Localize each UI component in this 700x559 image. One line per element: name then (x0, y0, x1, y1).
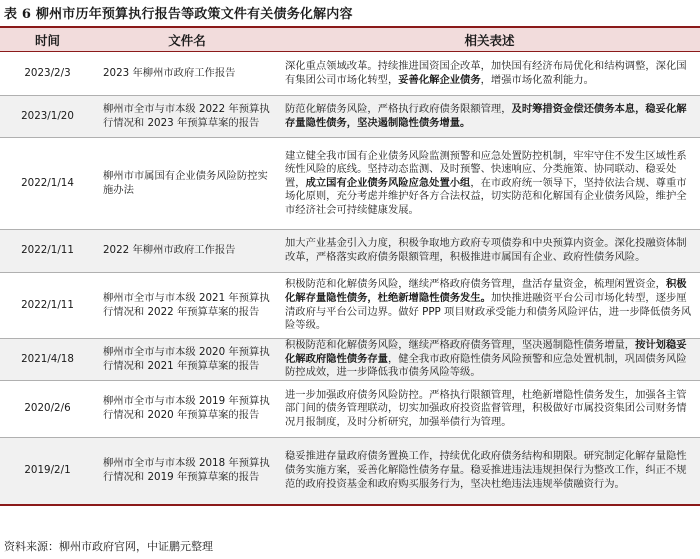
cell-time: 2023/2/3 (0, 52, 95, 96)
cell-description (279, 381, 700, 438)
source-note: 资料来源：柳州市政府官网，中证鹏元整理 (4, 540, 213, 553)
description-text: 稳妥推进存量政府债务置换工作，持续优化政府债务结构和期限。研究制定化解存量隐性债务实施方案，妥善化解隐性债务存量。稳妥推进违法违规担保行为整改工作，纠正不规范的政府投资基金和政府购买服务行为，坚决杜绝违法违规举债融资行为。 (285, 450, 687, 490)
cell-description (279, 138, 700, 230)
cell-time: 2021/4/18 (0, 339, 95, 381)
emphasis-text: 妥善化解企业债务 (398, 73, 481, 86)
column-header-desc: 相关表述 (279, 27, 700, 52)
cell-description (279, 52, 700, 96)
debt-policy-table (0, 26, 700, 506)
description-text: 加大产业基金引入力度，积极争取地方政府专项债券和中央预算内资金。深化投融资体制改革，严格落实政府债务限额管理，积极推进市属国有企业、政府性债务风险。 (285, 237, 687, 263)
cell-time: 2019/2/1 (0, 438, 95, 505)
description-text: 防范化解债务风险，严格执行政府债务限额管理， (285, 102, 512, 115)
table-row (0, 438, 700, 505)
cell-document-name: 2022 年柳州市政府工作报告 (95, 230, 279, 273)
cell-document-name: 柳州市全市与市本级 2020 年预算执行情况和 2021 年预算草案的报告 (95, 339, 279, 381)
column-header-doc: 文件名 (95, 27, 279, 52)
emphasis-text: 积极化解存量隐性债务，杜绝新增隐性债务发生。 (285, 278, 687, 304)
cell-document-name: 柳州市市属国有企业债务风险防控实施办法 (95, 138, 279, 230)
description-text: 深化重点领域改革。持续推进国资国企改革，加快国有经济布局优化和结构调整，深化国有集团公司市场化转型， (285, 59, 687, 86)
cell-description (279, 438, 700, 505)
emphasis-text: 按计划稳妥化解政府隐性债务存量 (285, 339, 687, 365)
cell-time: 2022/1/11 (0, 273, 95, 339)
cell-document-name: 柳州市全市与市本级 2019 年预算执行情况和 2020 年预算草案的报告 (95, 381, 279, 438)
table-row (0, 381, 700, 438)
cell-description (279, 273, 700, 339)
cell-time: 2020/2/6 (0, 381, 95, 438)
table-row (0, 96, 700, 138)
table-row (0, 138, 700, 230)
description-text: ，健全我市政府隐性债务风险预警和应急处置机制，巩固债务风险防控成效，进一步降低我市债务风险等级。 (285, 352, 687, 379)
description-text: 积极防范和化解债务风险，继续严格政府债务管理，坚决遏制隐性债务增量， (285, 339, 636, 352)
cell-document-name: 柳州市全市与市本级 2018 年预算执行情况和 2019 年预算草案的报告 (95, 438, 279, 505)
table-row (0, 339, 700, 381)
cell-time: 2022/1/11 (0, 230, 95, 273)
cell-description (279, 96, 700, 138)
description-text: 进一步加强政府债务风险防控。严格执行限额管理，杜绝新增隐性债务发生，加强各主管部门间的债务管理联动，切实加强政府投资监督管理，积极做好市属投资集团公司财务情况月报制度，及时分析研究，加强举债行为管理。 (285, 388, 687, 428)
emphasis-text: 成立国有企业债务风险应急处置小组 (305, 176, 471, 189)
cell-time: 2022/1/14 (0, 138, 95, 230)
table-row (0, 52, 700, 96)
column-header-time: 时间 (0, 27, 95, 52)
emphasis-text: 及时筹措资金偿还债务本息，稳妥化解存量隐性债务，坚决遏制隐性债务增量。 (285, 102, 687, 129)
cell-description (279, 230, 700, 273)
description-text: ，在市政府统一领导下，坚持依法合规、尊重市场化原则，充分考虑并维护好各方合法权益，切实防范和化解国有企业债务风险，维护全市经济社会可持续健康发展。 (285, 176, 687, 216)
description-text: 建立健全我市国有企业债务风险监测预警和应急处置防控机制，牢牢守住不发生区域性系统性风险的底线。坚持动态监测、及时预警、快速响应、分类施策、协同联动、稳妥处置， (285, 149, 687, 189)
table-row (0, 273, 700, 339)
table-title: 表 6 柳州市历年预算执行报告等政策文件有关债务化解内容 (4, 7, 353, 22)
cell-document-name: 2023 年柳州市政府工作报告 (95, 52, 279, 96)
description-text: ，增强市场化盈利能力。 (480, 73, 594, 86)
cell-description (279, 339, 700, 381)
description-text: 加快推进融资平台公司市场化转型，逐步厘清政府与平台公司边界。做好 PPP 项目财政承受能力和债务风险评估，进一步降低债务风险等级。 (285, 291, 692, 332)
table-header-row (0, 27, 700, 52)
cell-document-name: 柳州市全市与市本级 2022 年预算执行情况和 2023 年预算草案的报告 (95, 96, 279, 138)
cell-document-name: 柳州市全市与市本级 2021 年预算执行情况和 2022 年预算草案的报告 (95, 273, 279, 339)
description-text: 积极防范和化解债务风险，继续严格政府债务管理，盘活存量资金，梳理闲置资金， (285, 278, 666, 291)
cell-time: 2023/1/20 (0, 96, 95, 138)
table-row (0, 230, 700, 273)
